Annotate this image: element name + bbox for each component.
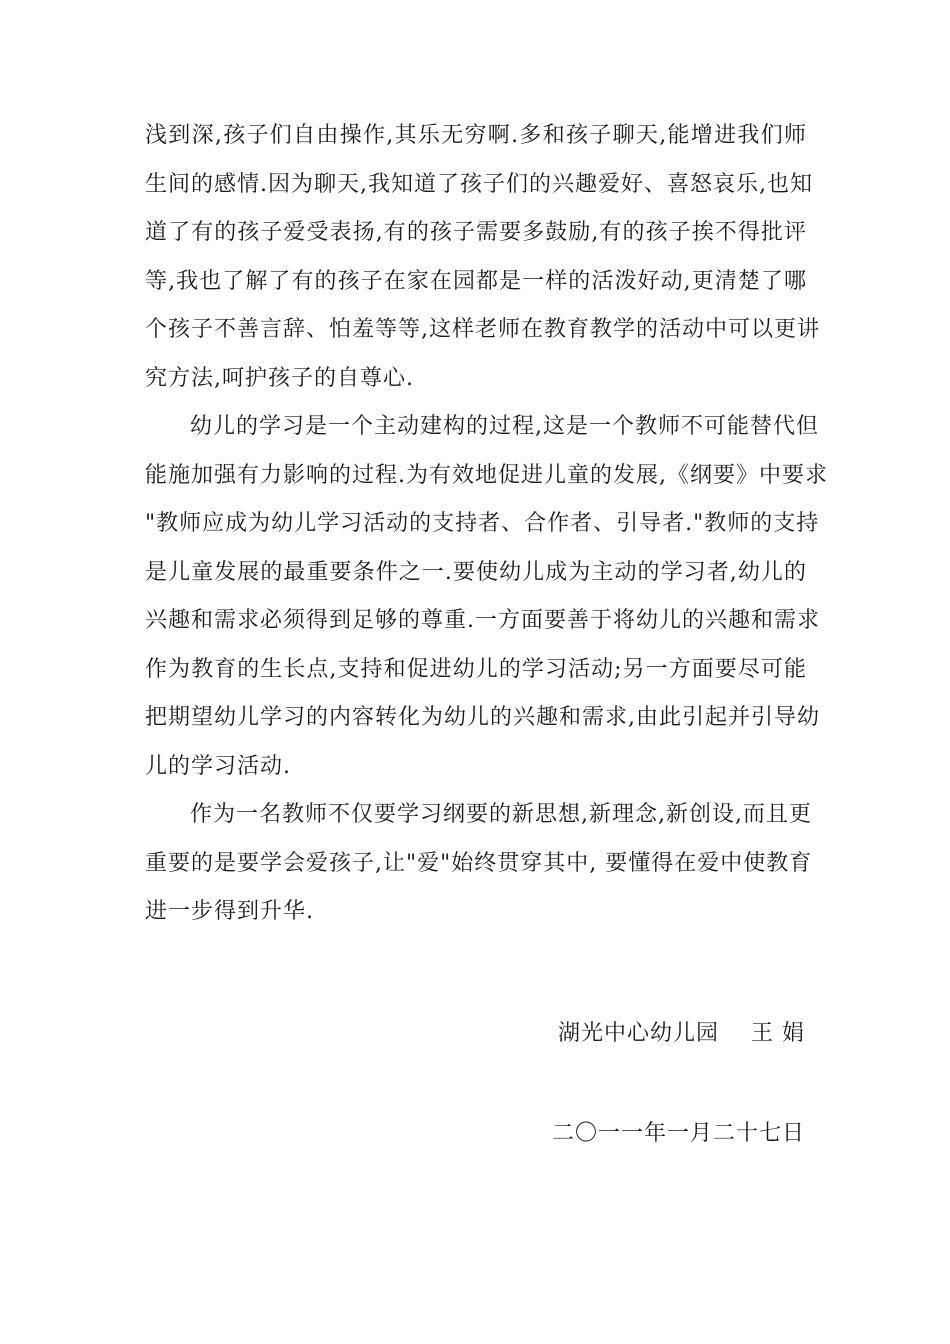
text-line: 重要的是要学会爱孩子,让"爱"始终贯穿其中, 要懂得在爱中使教育 xyxy=(145,850,813,876)
document-date: 二〇一一年一月二十七日 xyxy=(551,1121,805,1146)
text-line: 究方法,呵护孩子的自尊心. xyxy=(145,365,414,391)
text-line: 能施加强有力影响的过程.为有效地促进儿童的发展,《纲要》中要求 xyxy=(145,462,828,488)
text-line: 浅到深,孩子们自由操作,其乐无穷啊.多和孩子聊天,能增进我们师 xyxy=(145,123,807,148)
text-line: 作为教育的生长点,支持和促进幼儿的学习活动;另一方面要尽可能 xyxy=(145,656,807,682)
text-line: 等,我也了解了有的孩子在家在园都是一样的活泼好动,更清楚了哪 xyxy=(145,268,807,294)
paragraph-3 xyxy=(145,791,813,937)
text-line: 个孩子不善言辞、怕羞等等,这样老师在教育教学的活动中可以更讲 xyxy=(145,317,820,342)
text-line: "教师应成为幼儿学习活动的支持者、合作者、引导者."教师的支持 xyxy=(145,511,820,536)
text-line: 作为一名教师不仅要学习纲要的新思想,新理念,新创设,而且更 xyxy=(190,802,812,827)
text-line: 兴趣和需求必须得到足够的尊重.一方面要善于将幼儿的兴趣和需求 xyxy=(145,608,820,633)
paragraph-2 xyxy=(145,403,828,791)
signature xyxy=(558,1010,805,1058)
text-line: 幼儿的学习是一个主动建构的过程,这是一个教师不可能替代但 xyxy=(190,414,819,439)
text-line: 是儿童发展的最重要条件之一.要使幼儿成为主动的学习者,幼儿的 xyxy=(145,559,807,585)
text-line: 生间的感情.因为聊天,我知道了孩子们的兴趣爱好、喜怒哀乐,也知 xyxy=(145,171,813,197)
signature-organization: 湖光中心幼儿园 xyxy=(557,1021,719,1046)
text-line: 把期望幼儿学习的内容转化为幼儿的兴趣和需求,由此引起并引导幼 xyxy=(145,705,820,730)
document-body xyxy=(145,112,828,937)
signature-name: 王 娟 xyxy=(751,1021,805,1046)
text-line: 进一步得到升华. xyxy=(145,899,314,924)
text-line: 道了有的孩子爱受表扬,有的孩子需要多鼓励,有的孩子挨不得批评 xyxy=(145,220,807,245)
paragraph-1 xyxy=(145,112,820,403)
text-line: 儿的学习活动. xyxy=(145,753,291,779)
